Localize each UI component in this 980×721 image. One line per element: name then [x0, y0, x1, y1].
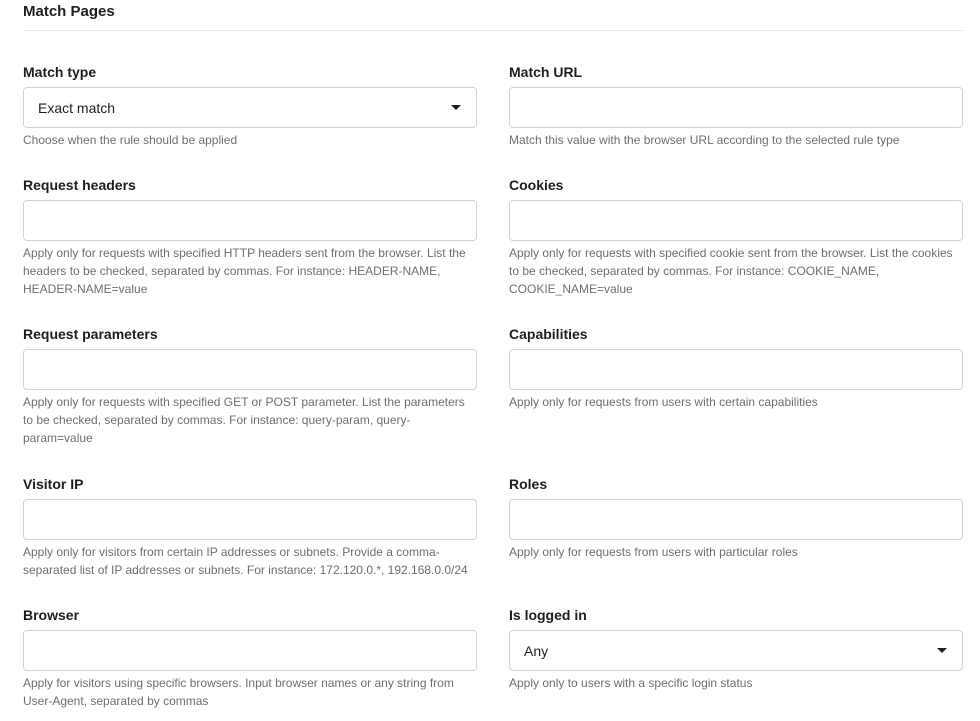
match-type-help: Choose when the rule should be applied: [23, 133, 238, 147]
browser-label: Browser: [23, 607, 80, 623]
cookies-label: Cookies: [509, 177, 564, 193]
roles-input[interactable]: [509, 499, 963, 540]
match-url-field: [509, 64, 963, 149]
request-parameters-label: Request parameters: [23, 326, 158, 342]
capabilities-input[interactable]: [509, 349, 963, 390]
browser-field: [23, 607, 477, 710]
request-parameters-input[interactable]: [23, 349, 477, 390]
visitor-ip-field: [23, 476, 477, 579]
cookies-help: Apply only for requests with specified cookie sent from the browser. List the cookies to be checked, separated by commas. For instance: COOKIE_NAME, COOKIE_NAME=value: [509, 246, 953, 296]
section-title: Match Pages: [23, 3, 115, 20]
is-logged-in-label: Is logged in: [509, 607, 587, 623]
is-logged-in-selected-value: Any: [524, 643, 549, 659]
section-header: [23, 0, 963, 31]
is-logged-in-select[interactable]: [509, 630, 963, 671]
roles-help: Apply only for requests from users with particular roles: [509, 545, 798, 559]
roles-label: Roles: [509, 476, 548, 492]
request-parameters-field: [23, 326, 477, 447]
match-url-label: Match URL: [509, 64, 583, 80]
match-type-field: [23, 64, 477, 149]
capabilities-field: [509, 326, 963, 411]
caret-down-icon: [451, 105, 461, 110]
cookies-input[interactable]: [509, 200, 963, 241]
request-headers-field: [23, 177, 477, 298]
request-parameters-help: Apply only for requests with specified GET or POST parameter. List the parameters to be checked, separated by commas. For instance: query-param, query-param=value: [23, 395, 465, 445]
capabilities-label: Capabilities: [509, 326, 588, 342]
request-headers-label: Request headers: [23, 177, 136, 193]
capabilities-help: Apply only for requests from users with certain capabilities: [509, 395, 818, 409]
match-url-input[interactable]: [509, 87, 963, 128]
match-type-select[interactable]: [23, 87, 477, 128]
visitor-ip-label: Visitor IP: [23, 476, 84, 492]
caret-down-icon: [937, 648, 947, 653]
match-type-selected-value: Exact match: [38, 100, 116, 116]
request-headers-help: Apply only for requests with specified HTTP headers sent from the browser. List the headers to be checked, separated by commas. For instance: HEADER-NAME, HEADER-NAME=value: [23, 246, 466, 296]
is-logged-in-help: Apply only to users with a specific login status: [509, 676, 753, 690]
match-url-help: Match this value with the browser URL according to the selected rule type: [509, 133, 900, 147]
browser-help: Apply for visitors using specific browsers. Input browser names or any string from User-Agent, separated by commas: [23, 676, 454, 708]
roles-field: [509, 476, 963, 561]
is-logged-in-field: [509, 607, 963, 692]
browser-input[interactable]: [23, 630, 477, 671]
visitor-ip-input[interactable]: [23, 499, 477, 540]
cookies-field: [509, 177, 963, 298]
request-headers-input[interactable]: [23, 200, 477, 241]
match-type-label: Match type: [23, 64, 97, 80]
visitor-ip-help: Apply only for visitors from certain IP addresses or subnets. Provide a comma-separated list of IP addresses or subnets. For instance: 172.120.0.*, 192.168.0.0/24: [23, 545, 468, 577]
